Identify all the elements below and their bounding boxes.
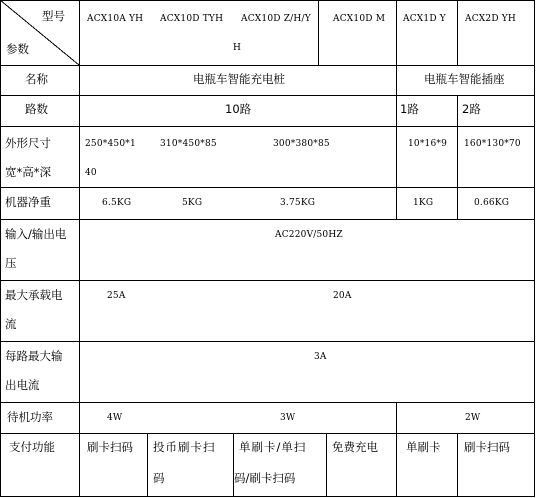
weight-v3: 3.75KG [280, 198, 316, 208]
standby-v3: 2W [465, 413, 481, 423]
row-label-dimensions-2: 宽*高*深 [5, 165, 51, 179]
model-acx10a-yh: ACX10A YH [87, 14, 144, 24]
payment-v2-line1: 投币刷卡扫 [153, 440, 216, 454]
weight-v1: 6.5KG [102, 198, 132, 208]
row-label-max-load-2: 流 [5, 317, 17, 331]
row-label-name: 名称 [25, 72, 48, 86]
row-label-voltage-1: 输入/输出电 [5, 227, 67, 241]
channels-v1: 1路 [400, 102, 419, 116]
max-load-v1: 25A [107, 291, 126, 301]
row-label-weight: 机器净重 [5, 195, 51, 209]
row-label-channels: 路数 [25, 102, 48, 116]
row-label-dimensions-1: 外形尺寸 [5, 136, 51, 150]
model-acx10d-zhy: ACX10D Z/H/Y [241, 14, 311, 24]
dimensions-v1-line1: 250*450*1 [85, 139, 136, 149]
channels-pile: 10路 [225, 102, 252, 116]
standby-v2: 3W [280, 413, 296, 423]
header-param-label: 参数 [6, 42, 29, 56]
payment-v1: 刷卡扫码 [87, 440, 133, 454]
model-extra-h: H [233, 43, 242, 53]
name-charging-pile: 电瓶车智能充电桩 [193, 72, 285, 86]
standby-v1: 4W [107, 413, 123, 423]
voltage-value: AC220V/50HZ [275, 230, 343, 240]
weight-v5: 0.66KG [474, 198, 510, 208]
dimensions-v5: 160*130*70 [464, 139, 521, 149]
row-label-max-load-1: 最大承载电 [5, 288, 63, 302]
payment-v3-line2: 码/刷卡扫码 [234, 471, 296, 485]
weight-v4: 1KG [413, 198, 434, 208]
model-acx10d-tyh: ACX10D TYH [160, 14, 224, 24]
row-label-per-channel-1: 每路最大输 [5, 349, 63, 363]
payment-v4: 免费充电 [332, 440, 378, 454]
payment-v5: 单刷卡 [406, 440, 441, 454]
row-label-payment: 支付功能 [9, 440, 55, 454]
model-acx2d-yh: ACX2D YH [465, 14, 516, 24]
dimensions-v1-line2: 40 [85, 168, 97, 178]
model-acx1d-y: ACX1D Y [403, 14, 446, 24]
row-label-voltage-2: 压 [5, 256, 17, 270]
max-load-v2: 20A [333, 291, 352, 301]
channels-v2: 2路 [462, 102, 481, 116]
payment-v2-line2: 码 [153, 471, 165, 485]
payment-v6: 刷卡扫码 [464, 440, 510, 454]
header-model-label: 型号 [42, 9, 65, 23]
dimensions-v4: 10*16*9 [408, 139, 448, 149]
model-acx10d-m: ACX10D M [333, 14, 386, 24]
dimensions-v2: 310*450*85 [160, 139, 217, 149]
row-label-standby: 待机功率 [7, 410, 53, 424]
payment-v3-line1: 单刷卡/单扫 [239, 440, 307, 454]
row-label-per-channel-2: 出电流 [5, 378, 40, 392]
name-smart-socket: 电瓶车智能插座 [424, 72, 505, 86]
per-channel-value: 3A [314, 352, 327, 362]
weight-v2: 5KG [182, 198, 203, 208]
dimensions-v3: 300*380*85 [273, 139, 330, 149]
